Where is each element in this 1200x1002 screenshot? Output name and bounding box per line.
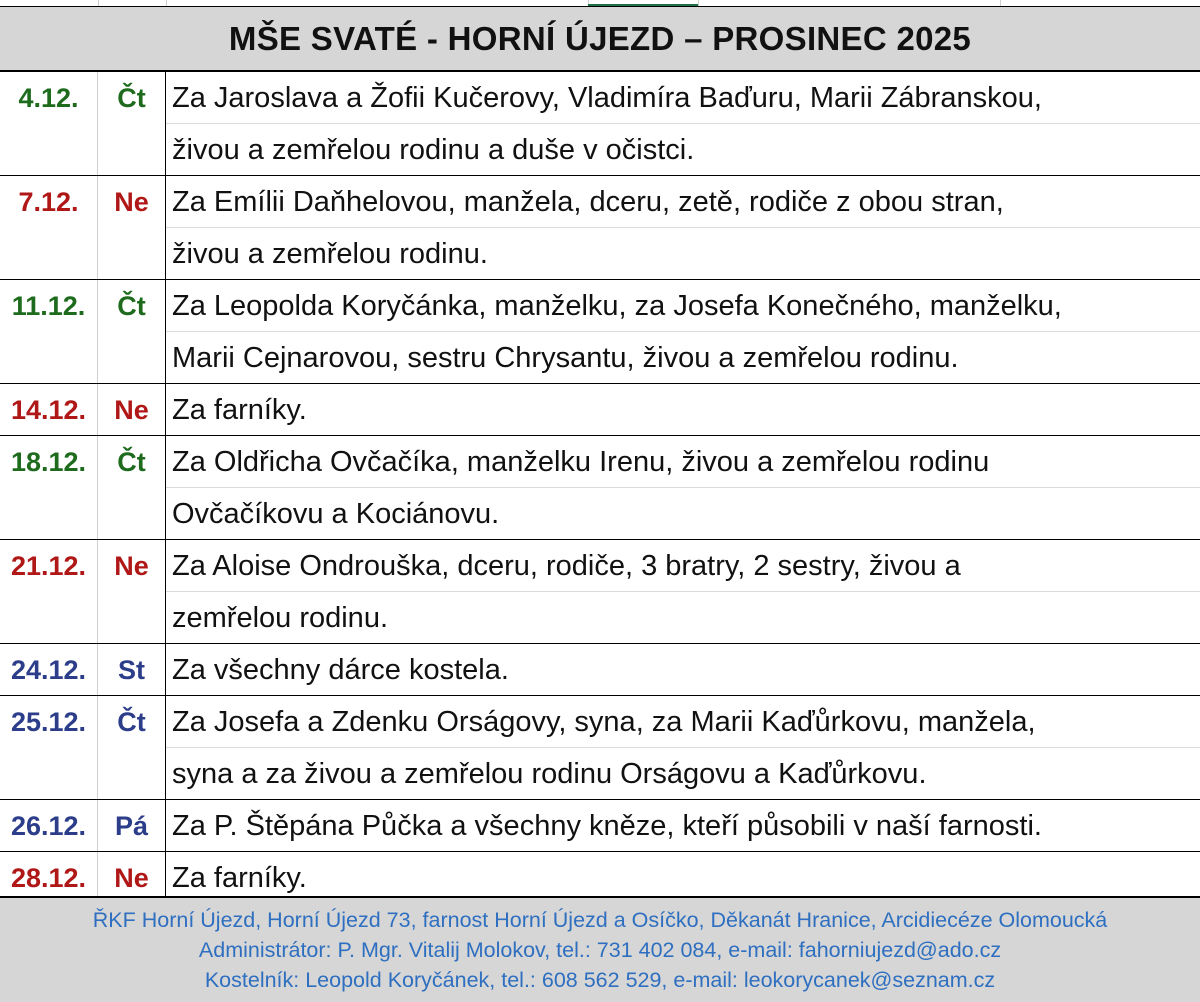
date-label: 7.12. <box>18 186 79 217</box>
date-cell[interactable] <box>0 436 98 539</box>
schedule-row <box>0 176 1200 280</box>
day-label: St <box>118 654 145 685</box>
intention-cell[interactable] <box>166 72 1200 175</box>
intention-line: Za Aloise Ondrouška, dceru, rodiče, 3 bratry, 2 sestry, živou a <box>172 549 961 582</box>
day-label: Čt <box>117 706 146 737</box>
schedule-row <box>0 696 1200 800</box>
day-label: Čt <box>117 446 146 477</box>
intention-line: Ovčačíkovu a Kociánovu. <box>172 497 500 530</box>
day-cell[interactable] <box>98 176 166 279</box>
date-cell[interactable] <box>0 176 98 279</box>
intention-cell[interactable] <box>166 176 1200 279</box>
sexton-contact: Kostelník: Leopold Koryčánek, tel.: 608 562 529, e-mail: leokorycanek@seznam.cz <box>204 968 996 992</box>
date-cell[interactable] <box>0 72 98 175</box>
intention-line: živou a zemřelou rodinu a duše v očistci. <box>172 133 695 166</box>
intention-line: Za farníky. <box>172 393 307 426</box>
schedule-row <box>0 72 1200 176</box>
date-label: 28.12. <box>10 862 87 893</box>
intention-cell[interactable] <box>166 384 1200 435</box>
day-label: Ne <box>114 186 149 217</box>
intention-line: Za Josefa a Zdenku Orságovy, syna, za Marii Kaďůrkovu, manžela, <box>172 705 1036 738</box>
intention-line: Za Oldřicha Ovčačíka, manželku Irenu, živou a zemřelou rodinu <box>172 445 990 478</box>
intention-cell[interactable] <box>166 696 1200 799</box>
day-cell[interactable] <box>98 540 166 643</box>
intention-cell[interactable] <box>166 800 1200 851</box>
intention-cell[interactable] <box>166 540 1200 643</box>
intention-line: Za farníky. <box>172 861 307 894</box>
day-cell[interactable] <box>98 72 166 175</box>
date-label: 4.12. <box>18 82 79 113</box>
day-cell[interactable] <box>98 800 166 851</box>
schedule-row <box>0 384 1200 436</box>
date-label: 26.12. <box>10 810 87 841</box>
day-cell[interactable] <box>98 384 166 435</box>
day-cell[interactable] <box>98 280 166 383</box>
day-cell[interactable] <box>98 696 166 799</box>
intention-line: zemřelou rodinu. <box>172 601 388 634</box>
day-cell[interactable] <box>98 644 166 695</box>
schedule-row <box>0 540 1200 644</box>
intention-line: Za P. Štěpána Půčka a všechny kněze, kteří působili v naší farnosti. <box>172 809 1042 842</box>
intention-cell[interactable] <box>166 436 1200 539</box>
day-label: Ne <box>114 550 149 581</box>
schedule-table <box>0 72 1200 904</box>
schedule-row <box>0 644 1200 696</box>
schedule-row <box>0 436 1200 540</box>
date-cell[interactable] <box>0 384 98 435</box>
date-label: 25.12. <box>10 706 87 737</box>
day-cell[interactable] <box>98 436 166 539</box>
date-cell[interactable] <box>0 800 98 851</box>
date-label: 24.12. <box>10 654 87 685</box>
intention-line: Marii Cejnarovou, sestru Chrysantu, živou a zemřelou rodinu. <box>172 341 959 374</box>
date-label: 21.12. <box>10 550 87 581</box>
intention-line: Za Leopolda Koryčánka, manželku, za Josefa Konečného, manželku, <box>172 289 1062 322</box>
intention-cell[interactable] <box>166 644 1200 695</box>
day-label: Pá <box>114 810 149 841</box>
intention-line: Za všechny dárce kostela. <box>172 653 509 686</box>
date-cell[interactable] <box>0 540 98 643</box>
contact-footer <box>0 896 1200 1002</box>
page-title: MŠE SVATÉ - HORNÍ ÚJEZD – PROSINEC 2025 <box>0 6 1200 72</box>
intention-line: Za Jaroslava a Žofii Kučerovy, Vladimíra Baďuru, Marii Zábranskou, <box>172 81 1042 114</box>
parish-address: ŘKF Horní Újezd, Horní Újezd 73, farnost Horní Újezd a Osíčko, Děkanát Hranice, Arcidiecéze Olomoucká <box>92 908 1108 932</box>
intention-line: syna a za živou a zemřelou rodinu Orságovu a Kaďůrkovu. <box>172 757 927 790</box>
schedule-row <box>0 800 1200 852</box>
intention-line: živou a zemřelou rodinu. <box>172 237 488 270</box>
date-label: 11.12. <box>11 290 86 321</box>
date-cell[interactable] <box>0 644 98 695</box>
date-label: 14.12. <box>10 394 87 425</box>
intention-line: Za Emílii Daňhelovou, manžela, dceru, zetě, rodiče z obou stran, <box>172 185 1004 218</box>
administrator-contact: Administrátor: P. Mgr. Vitalij Molokov, tel.: 731 402 084, e-mail: fahorniujezd@ado.cz <box>198 938 1002 962</box>
intention-cell[interactable] <box>166 280 1200 383</box>
day-label: Ne <box>114 394 149 425</box>
date-cell[interactable] <box>0 696 98 799</box>
date-label: 18.12. <box>10 446 87 477</box>
schedule-row <box>0 280 1200 384</box>
day-label: Čt <box>117 290 146 321</box>
date-cell[interactable] <box>0 280 98 383</box>
day-label: Čt <box>117 82 146 113</box>
day-label: Ne <box>114 862 149 893</box>
